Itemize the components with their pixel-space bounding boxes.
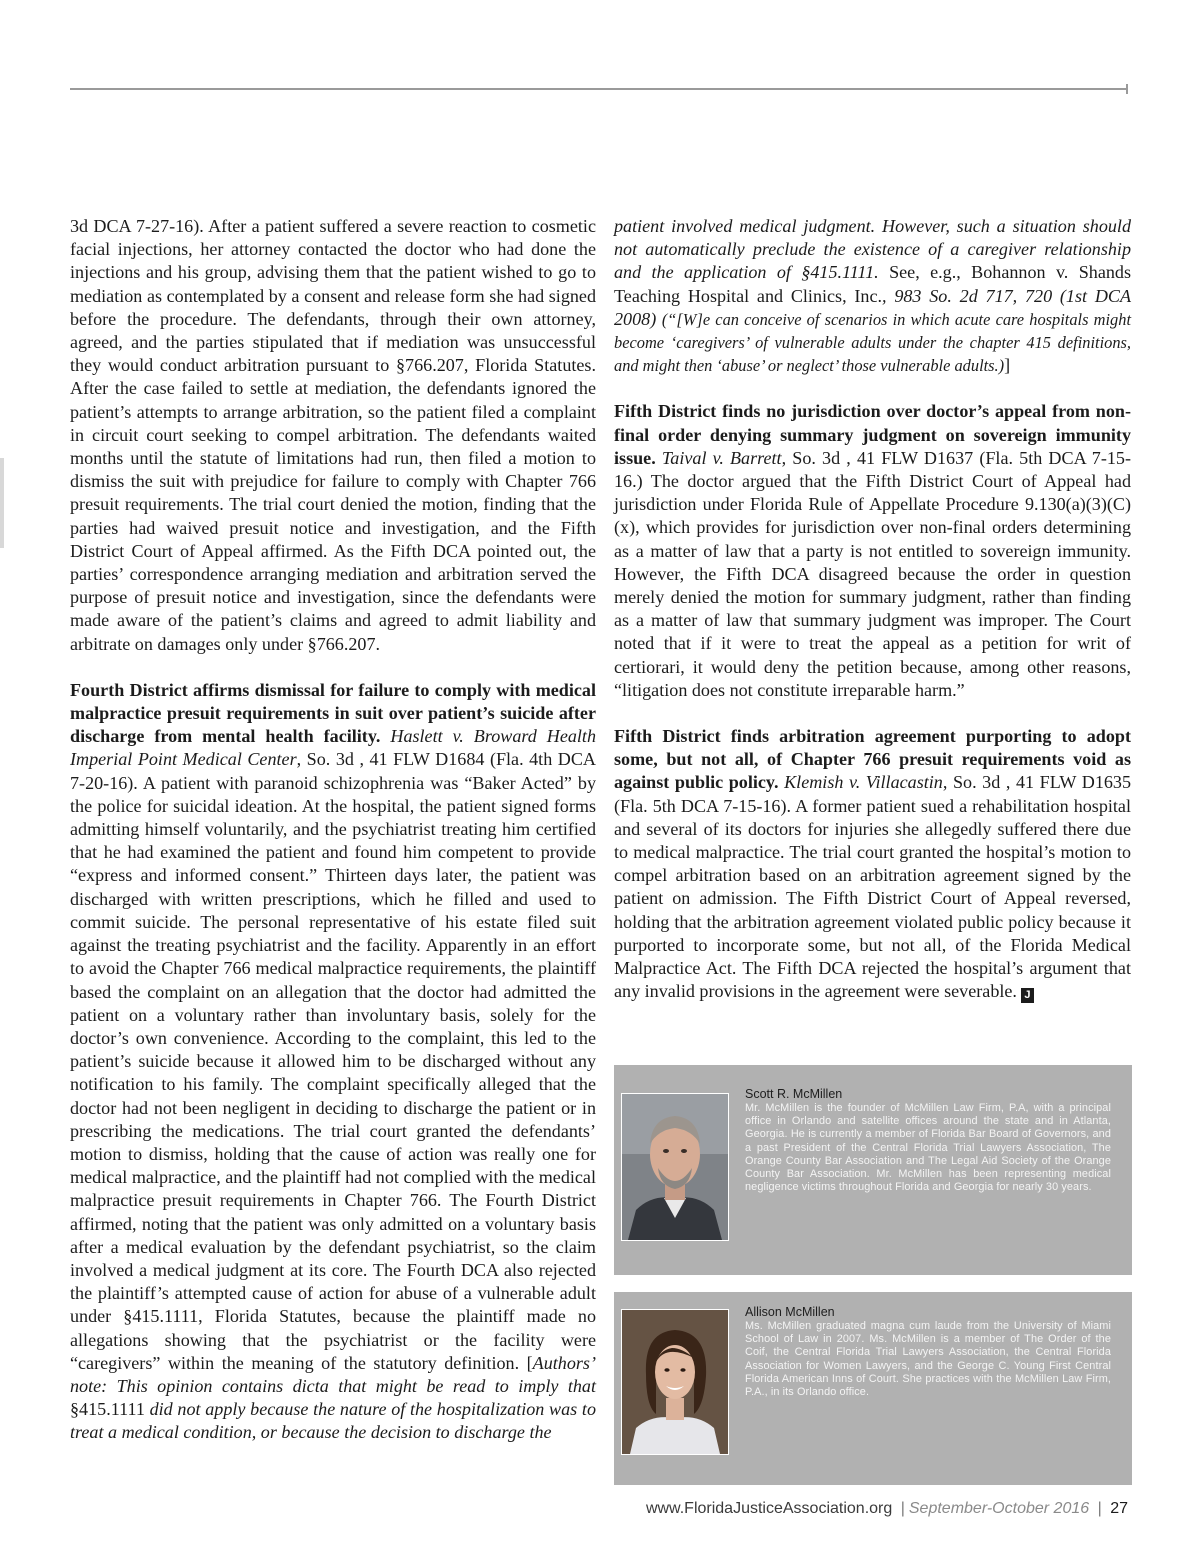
footer-issue: September-October 2016 <box>908 1500 1090 1517</box>
header-rule <box>70 88 1128 90</box>
authors-note-text: This opinion contains dicta that might be read to imply that <box>107 1375 596 1396</box>
author-name: Allison McMillen <box>745 1305 835 1319</box>
footer-website-link[interactable]: www.FloridaJusticeAssociation.org <box>645 1500 893 1517</box>
case-body: , So. 3d , 41 FLW D1684 (Fla. 4th DCA 7-20-16). A patient with paranoid schizophrenia was “Baker Acted” by the police for suicidal ideation. At the hospital, the patient signed forms admitting himself voluntarily, and the psychiatrist treating him certified that he had examined the patient and found him competent to provide “express and informed consent.” Thirteen days later, the patient was discharged with written prescriptions, which he filled and used to commit suicide. The personal representative of his estate filed suit against the treating psychiatrist and the facility. Apparently in an effort to avoid the Chapter 766 medical malpractice requirements, the plaintiff based the complaint on an allegation that the doctor had admitted the patient on a voluntary rather than involuntary basis, solely for the doctor’s own convenience. According to the complaint, this led to the patient’s suicide because it allowed him to be discharged without any notification to his family. The complaint specifically alleged that the doctor had not been negligent in deciding to discharge the patient or in prescribing the medications. The trial court granted the defendants’ motion to dismiss, holding that the cause of action was really one for medical malpractice, and the plaintiff had not complied with the medical malpractice presuit requirements in Chapter 766. The Fourth District affirmed, noting that the patient was only admitted on a voluntary basis after a medical evaluation by the defendant psychiatrist, so the claim involved a medical judgment at its core. The Fourth DCA also rejected the plaintiff’s attempted cause of action for abuse of a vulnerable adult under §415.1111, Florida Statutes, because the plaintiff made no allegations showing that the psychiatrist or the facility were “caregivers” within the meaning of the statutory definition. <box>70 749 596 1373</box>
author-name: Scott R. McMillen <box>745 1087 843 1101</box>
footer-separator: | <box>1097 1500 1102 1517</box>
authors-note-label: Authors’ note: <box>70 1352 596 1396</box>
case-summary-haslett <box>70 679 596 1445</box>
bio-text <box>745 1086 1111 1194</box>
author-photo-scott <box>621 1093 729 1241</box>
portrait-icon <box>622 1310 728 1454</box>
portrait-icon <box>622 1094 728 1240</box>
author-photo-allison <box>621 1309 729 1455</box>
author-bio: Mr. McMillen is the founder of McMillen Law Firm, P.A, with a principal office in Orlando and satellite offices around the state and in Atlanta, Georgia. He is currently a member of Florida Bar Board of Governors, and a past President of the Central Florida Trial Lawyers Association, The Orange County Bar Association and The Legal Aid Society of the Orange County Bar Association. Mr. McMillen has been representing medical negligence victims throughout Florida and Georgia for nearly 30 years. <box>745 1102 1111 1194</box>
case-body: , So. 3d , 41 FLW D1635 (Fla. 5th DCA 7-15-16). A former patient sued a rehabilitation hospital and several of its doctors for injuries she allegedly suffered there due to medical malpractice. The trial court granted the hospital’s motion to compel arbitration based on an arbitration agreement signed by the patient on admission. The Fifth District Court of Appeal reversed, holding that the arbitration agreement violated public policy because it purported to incorporate some, but not all, of the Florida Medical Malpractice Act. The Fifth DCA rejected the hospital’s argument that any invalid provisions in the agreement were severable. <box>614 772 1132 1002</box>
case-name: Haslett v. Broward Health Imperial Point Medical Center <box>70 726 596 770</box>
case-body: , So. 3d , 41 FLW D1637 (Fla. 5th DCA 7-15-16.) The doctor argued that the Fifth District Court of Appeal had jurisdiction under Florida Rule of Appellate Procedure 9.130(a)(3)(C)(x), which provides for jurisdiction over non-final orders determining as a matter of law that a party is not entitled to sovereign immunity. However, the Fifth DCA disagreed because the order in question merely denied the motion for summary judgment, rather than finding as a matter of law that summary judgment was improper. The Court noted that if it were to treat the appeal as a petition for writ of certiorari, it would deny the petition because, among other reasons, “litigation does not constitute irreparable harm.” <box>614 447 1131 700</box>
note-open: [ <box>519 1352 533 1373</box>
case-summary-taival <box>614 400 1131 702</box>
left-column <box>70 215 596 1445</box>
authors-note-continuation: patient involved medical judgment. However, such a situation should not automatically preclude the existence of a caregiver relationship and the application of §415.1111. <box>614 216 1131 283</box>
author-bio-scott <box>614 1065 1132 1275</box>
footer-separator: | <box>900 1500 905 1517</box>
case-name: Taival v. Barrett <box>661 447 782 468</box>
author-bio: Ms. McMillen graduated magna cum laude from the University of Miami School of Law in 2007. Ms. McMillen is a member of The Order of the Coif, the Central Florida Trial Lawyers Association, the Central Florida Association for Women Lawyers, and the George C. Young First Central Florida American Inns of Court. She practices with the McMillen Law Firm, P.A., in its Orlando office. <box>745 1320 1111 1399</box>
page-number: 27 <box>1110 1500 1128 1517</box>
header-rule-end <box>1126 84 1128 94</box>
case-summary-klemish <box>614 725 1131 1003</box>
right-column <box>614 215 1131 1004</box>
authors-note-section: §415.1111 <box>70 1399 150 1420</box>
bio-text <box>745 1304 1111 1399</box>
citation-quote: (“[W]e can conceive of scenarios in which acute care hospitals might become ‘caregivers’ of vulnerable adults under the chapter 415 definitions, and might then ‘abuse’ or neglect’ those vulnerable adults.) <box>614 309 1131 376</box>
page-footer <box>646 1500 1128 1518</box>
case-heading: Fourth District affirms dismissal for failure to comply with medical malpractice presuit requirements in suit over patient’s suicide after discharge from mental health facility. <box>70 679 596 747</box>
citation-reporter: , 983 So. 2d 717, 720 (1st DCA 2008) <box>614 285 1132 329</box>
author-bio-allison <box>614 1292 1132 1485</box>
case-heading: Fifth District finds no jurisdiction over doctor’s appeal from non-final order denying summary judgment on sovereign immunity issue. <box>614 401 1131 468</box>
paragraph: 3d DCA 7-27-16). After a patient suffered a severe reaction to cosmetic facial injections, her attorney contacted the doctor who had done the injections and his group, advising them that the patient wished to go to mediation as contemplated by a consent and release form she had signed before the procedure. The defendants, through their own attorney, agreed, and the parties stipulated that if mediation was unsuccessful they would conduct arbitration pursuant to §766.207, Florida Statutes. After the case failed to settle at mediation, the defendants ignored the patient’s attempts to arrange arbitration, so the patient filed a complaint in circuit court seeking to compel arbitration. The defendants waited months until the statute of limitations had run, then filed a motion to dismiss the suit with prejudice for failure to comply with Chapter 766 presuit requirements. The trial court denied the motion, finding that the parties had waived presuit notice and investigation, and the Fifth District Court of Appeal affirmed. As the Fifth DCA pointed out, the parties’ correspondence arranging mediation and arbitration served the purpose of presuit notice and investigation, since the defendants were made aware of the patient’s claims and agreed to admit liability and arbitrate on damages only under §766.207. <box>70 216 596 654</box>
authors-note-tail: did not apply because the nature of the hospitalization was to treat a medical condition, or because the decision to discharge the <box>70 1399 596 1443</box>
end-of-article-mark: J <box>1021 988 1034 1003</box>
page-edge-mark <box>0 458 4 548</box>
case-name: Klemish v. Villacastin <box>784 772 943 793</box>
case-heading: Fifth District finds arbitration agreement purporting to adopt some, but not all, of Chapter 766 presuit requirements void as against public policy. <box>614 726 1131 793</box>
citation: See, e.g., Bohannon v. Shands Teaching Hospital and Clinics, Inc. <box>614 262 1131 306</box>
note-close: ] <box>1004 355 1011 376</box>
authors-note-continued <box>614 215 1131 377</box>
